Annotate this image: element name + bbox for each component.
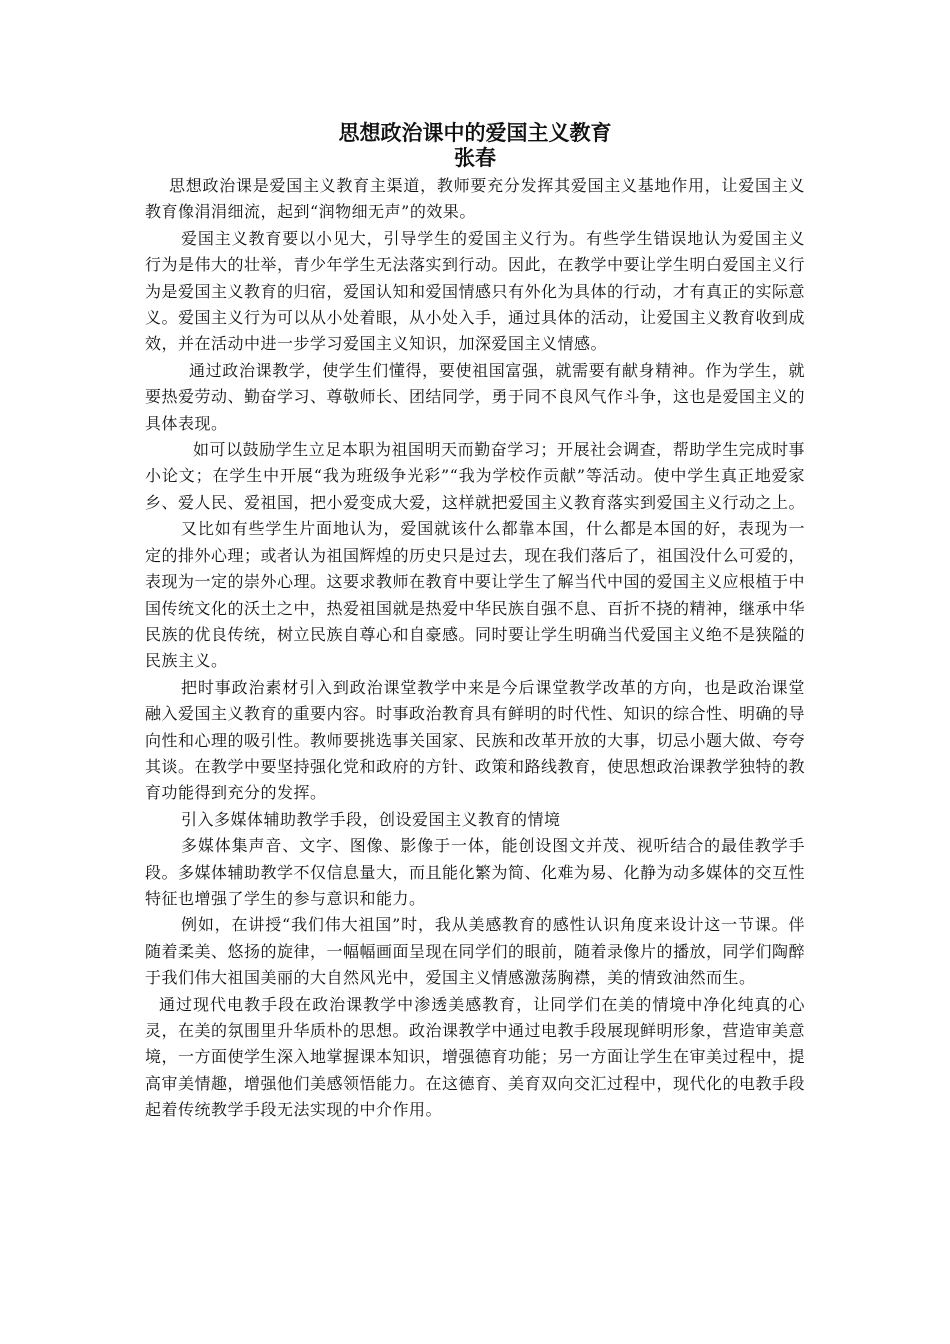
paragraph: 通过现代电教手段在政治课教学中渗透美感教育，让同学们在美的情境中净化纯真的心灵，在美的氛围里升华质朴的思想。政治课教学中通过电教手段展现鲜明形象，营造审美意境，一方面使学生深入地掌握课本知识，增强德育功能；另一方面让学生在审美过程中，提高审美情趣，增强他们美感领悟能力。在这德育、美育双向交汇过程中，现代化的电教手段起着传统教学手段无法实现的中介作用。 [145,994,806,1120]
paragraph: 思想政治课是爱国主义教育主渠道，教师要充分发挥其爱国主义基地作用，让爱国主义教育像涓涓细流，起到“润物细无声”的效果。 [145,176,805,222]
document-title: 思想政治课中的爱国主义教育 [338,121,612,145]
section-heading: 引入多媒体辅助教学手段，创设爱国主义教育的情境 [181,809,561,829]
document-body [145,173,805,1124]
paragraph: 把时事政治素材引入到政治课堂教学中来是今后课堂教学改革的方向，也是政治课堂融入爱国主义教育的重要内容。时事政治教育具有鲜明的时代性、知识的综合性、明确的导向性和心理的吸引性。教师要挑选事关国家、民族和改革开放的大事，切忌小题大做、夸夸其谈。在教学中要坚持强化党和政府的方针、政策和路线教育，使思想政治课教学独特的教育功能得到充分的发挥。 [145,677,806,803]
paragraph: 例如，在讲授“我们伟大祖国”时，我从美感教育的感性认识角度来设计这一节课。伴随着柔美、悠扬的旋律，一幅幅画面呈现在同学们的眼前，随着录像片的播放，同学们陶醉于我们伟大祖国美丽的大自然风光中，爱国主义情感激荡胸襟，美的情致油然而生。 [145,915,806,988]
paragraph: 如可以鼓励学生立足本职为祖国明天而勤奋学习；开展社会调查，帮助学生完成时事小论文；在学生中开展“我为班级争光彩”“我为学校作贡献”等活动。使中学生真正地爱家乡、爱人民、爱祖国，把小爱变成大爱，这样就把爱国主义教育落实到爱国主义行动之上。 [145,440,806,512]
paragraph: 通过政治课教学，使学生们懂得，要使祖国富强，就需要有献身精神。作为学生，就要热爱劳动、勤奋学习、尊敬师长、团结同学，勇于同不良风气作斗争，这也是爱国主义的具体表现。 [145,360,806,433]
paragraph: 爱国主义教育要以小见大，引导学生的爱国主义行为。有些学生错误地认为爱国主义行为是伟大的壮举，青少年学生无法落实到行动。因此，在教学中要让学生明白爱国主义行为是爱国主义教育的归宿，爱国认知和爱国情感只有外化为具体的行动，才有真正的实际意义。爱国主义行为可以从小处着眼，从小处入手，通过具体的活动，让爱国主义教育收到成效，并在活动中进一步学习爱国主义知识，加深爱国主义情感。 [145,228,806,354]
paragraph: 多媒体集声音、文字、图像、影像于一体，能创设图文并茂、视听结合的最佳教学手段。多媒体辅助教学不仅信息量大，而且能化繁为简、化难为易、化静为动多媒体的交互性特征也增强了学生的参与意识和能力。 [145,836,806,908]
document-author: 张春 [454,146,496,170]
paragraph: 又比如有些学生片面地认为，爱国就该什么都靠本国，什么都是本国的好，表现为一定的排外心理；或者认为祖国辉煌的历史只是过去，现在我们落后了，祖国没什么可爱的，表现为一定的崇外心理。这要求教师在教育中要让学生了解当代中国的爱国主义应根植于中国传统文化的沃土之中，热爱祖国就是热爱中华民族自强不息、百折不挠的精神，继承中华民族的优良传统，树立民族自尊心和自豪感。同时要让学生明确当代爱国主义绝不是狭隘的民族主义。 [145,519,806,671]
